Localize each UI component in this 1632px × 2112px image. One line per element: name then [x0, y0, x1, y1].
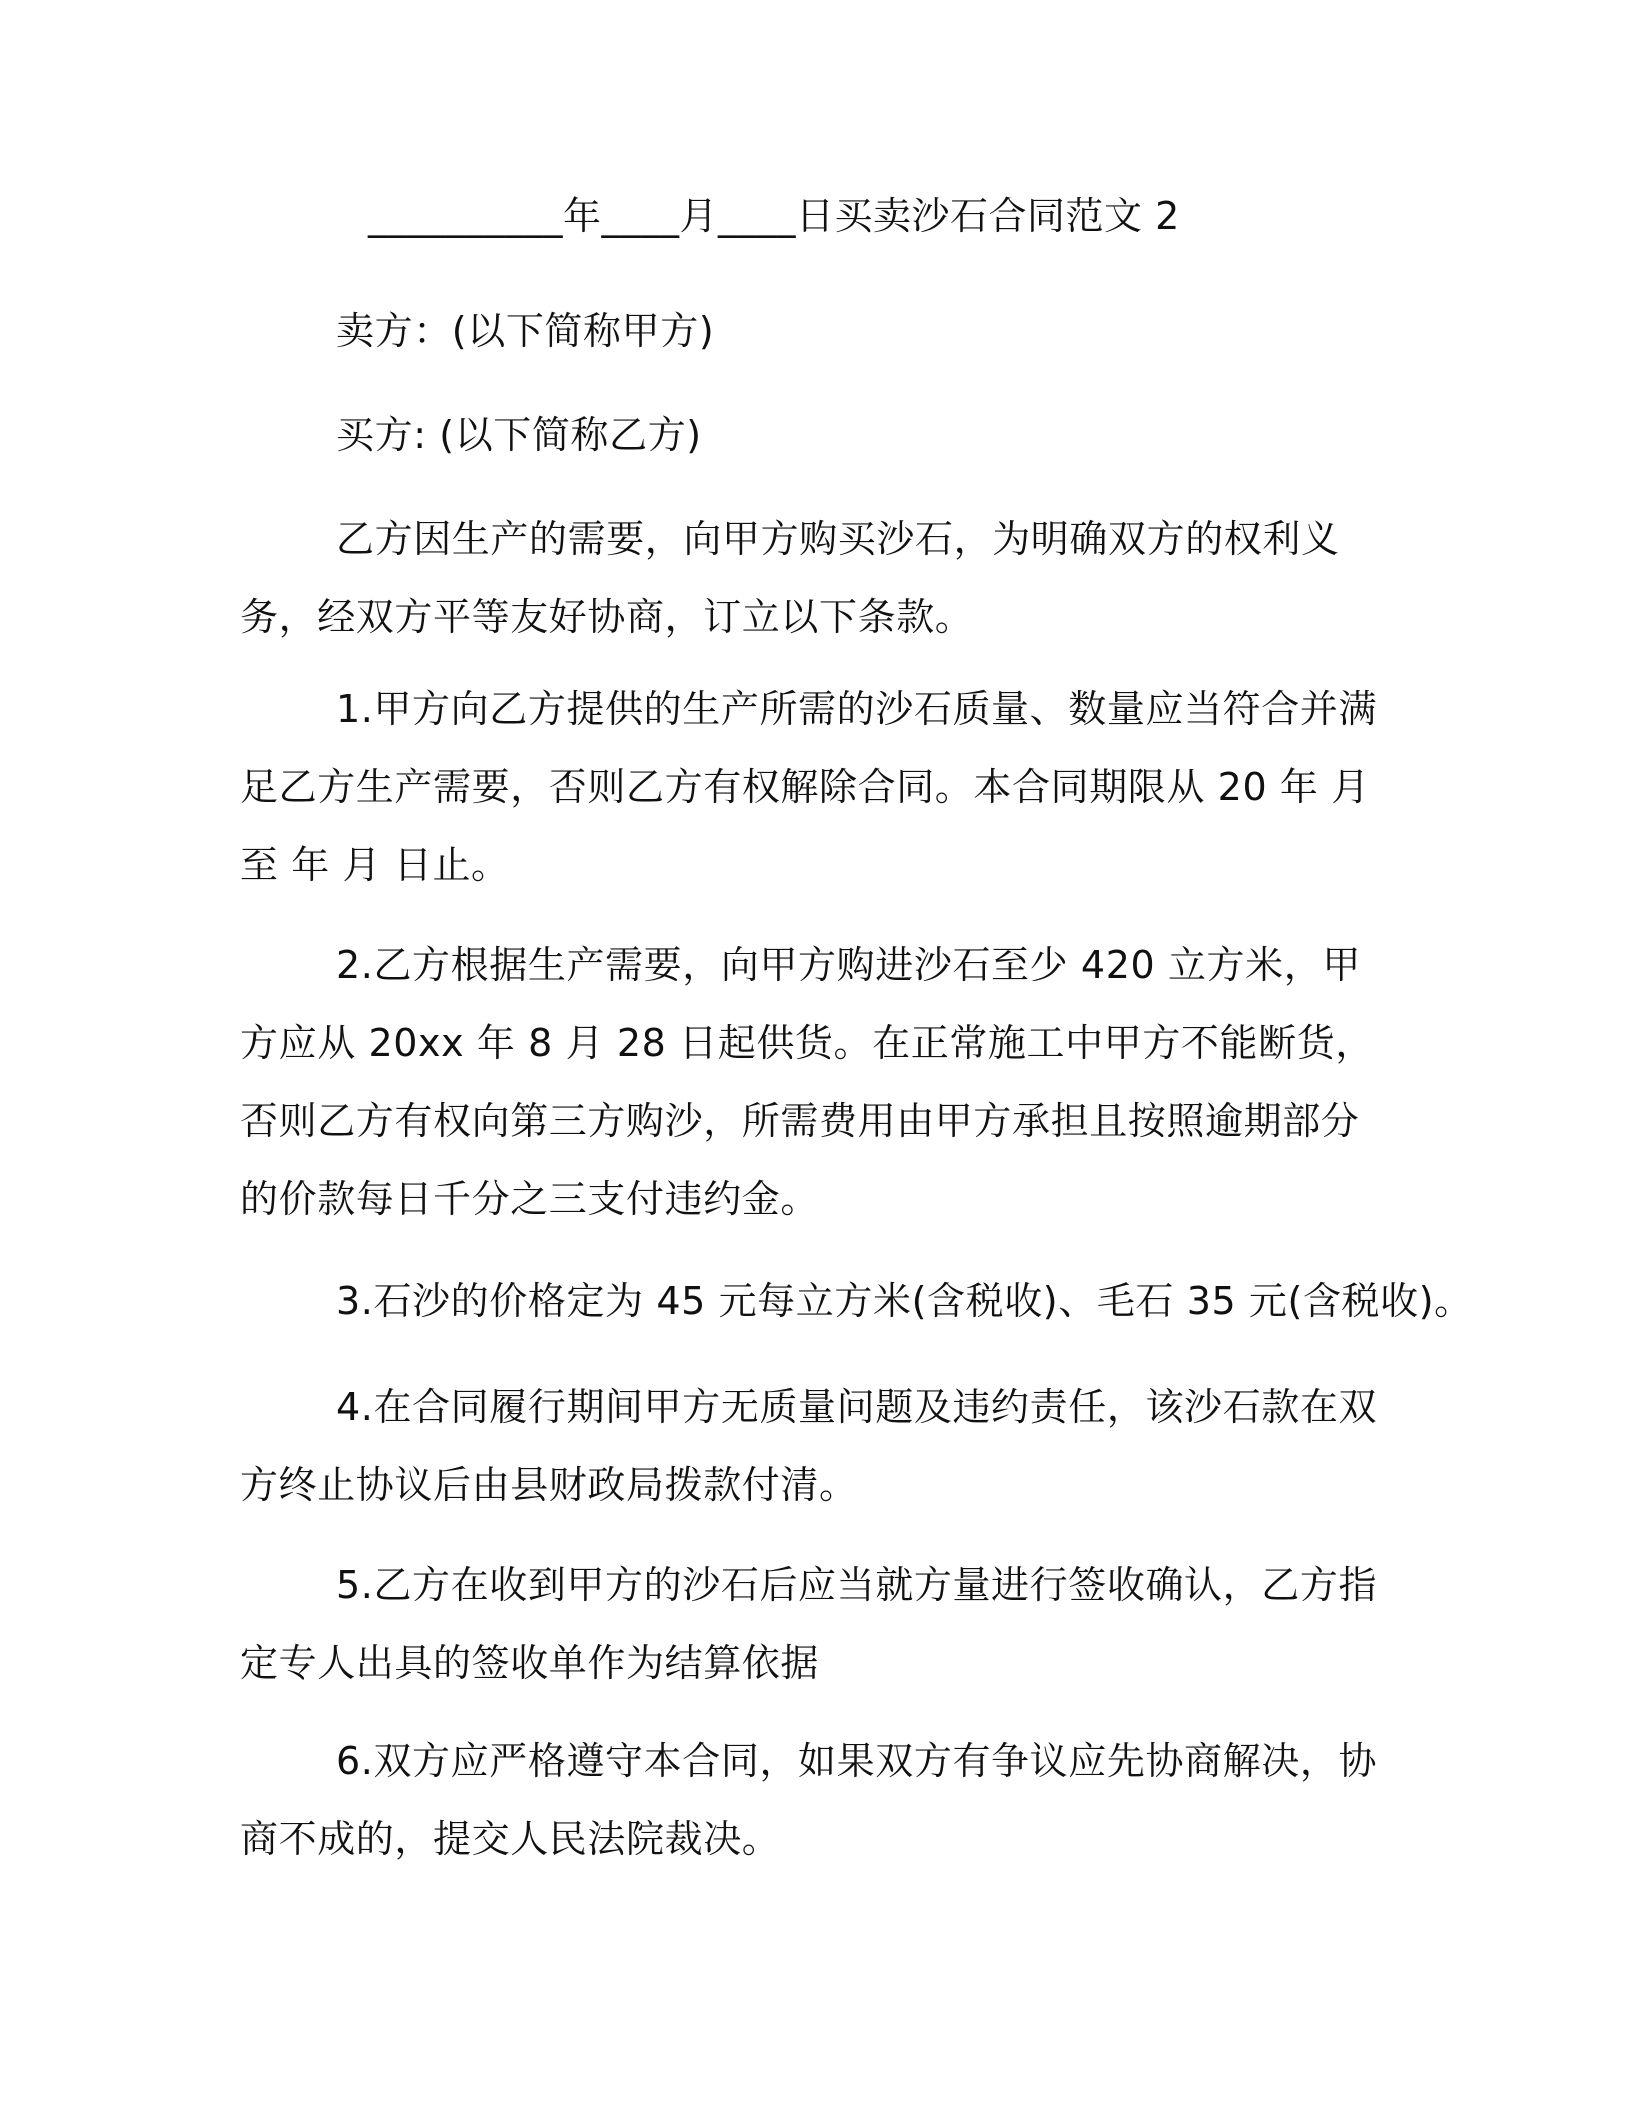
- clause-2: 2.乙方根据生产需要，向甲方购进沙石至少 420 立方米，甲方应从 20xx 年 8 月 28 日起供货。在正常施工中甲方不能断货，否则乙方有权向第三方购沙，所需费用由甲方承担且按照逾期部分的价款每日千分之三支付违约金。: [240, 943, 1374, 1221]
- clause-4: 4.在合同履行期间甲方无质量问题及违约责任，该沙石款在双方终止协议后由县财政局拨款付清。: [240, 1385, 1378, 1507]
- seller-line: 卖方：(以下简称甲方): [336, 309, 715, 353]
- clause-3: 3.石沙的价格定为 45 元每立方米(含税收)、毛石 35 元(含税收)。: [336, 1279, 1473, 1323]
- clause-5: 5.乙方在收到甲方的沙石后应当就方量进行签收确认，乙方指定专人出具的签收单作为结算依据: [240, 1563, 1378, 1685]
- buyer-line: 买方: (以下简称乙方): [336, 413, 702, 457]
- clause-1: 1.甲方向乙方提供的生产所需的沙石质量、数量应当符合并满足乙方生产需要，否则乙方有权解除合同。本合同期限从 20 年 月 至 年 月 日止。: [240, 687, 1378, 887]
- clause-6: 6.双方应严格遵守本合同，如果双方有争议应先协商解决，协商不成的，提交人民法院裁决。: [240, 1739, 1378, 1861]
- document-title: __________年____月____日买卖沙石合同范文 2: [368, 194, 1180, 238]
- intro-paragraph: 乙方因生产的需要，向甲方购买沙石，为明确双方的权利义务，经双方平等友好协商，订立以下条款。: [240, 517, 1340, 639]
